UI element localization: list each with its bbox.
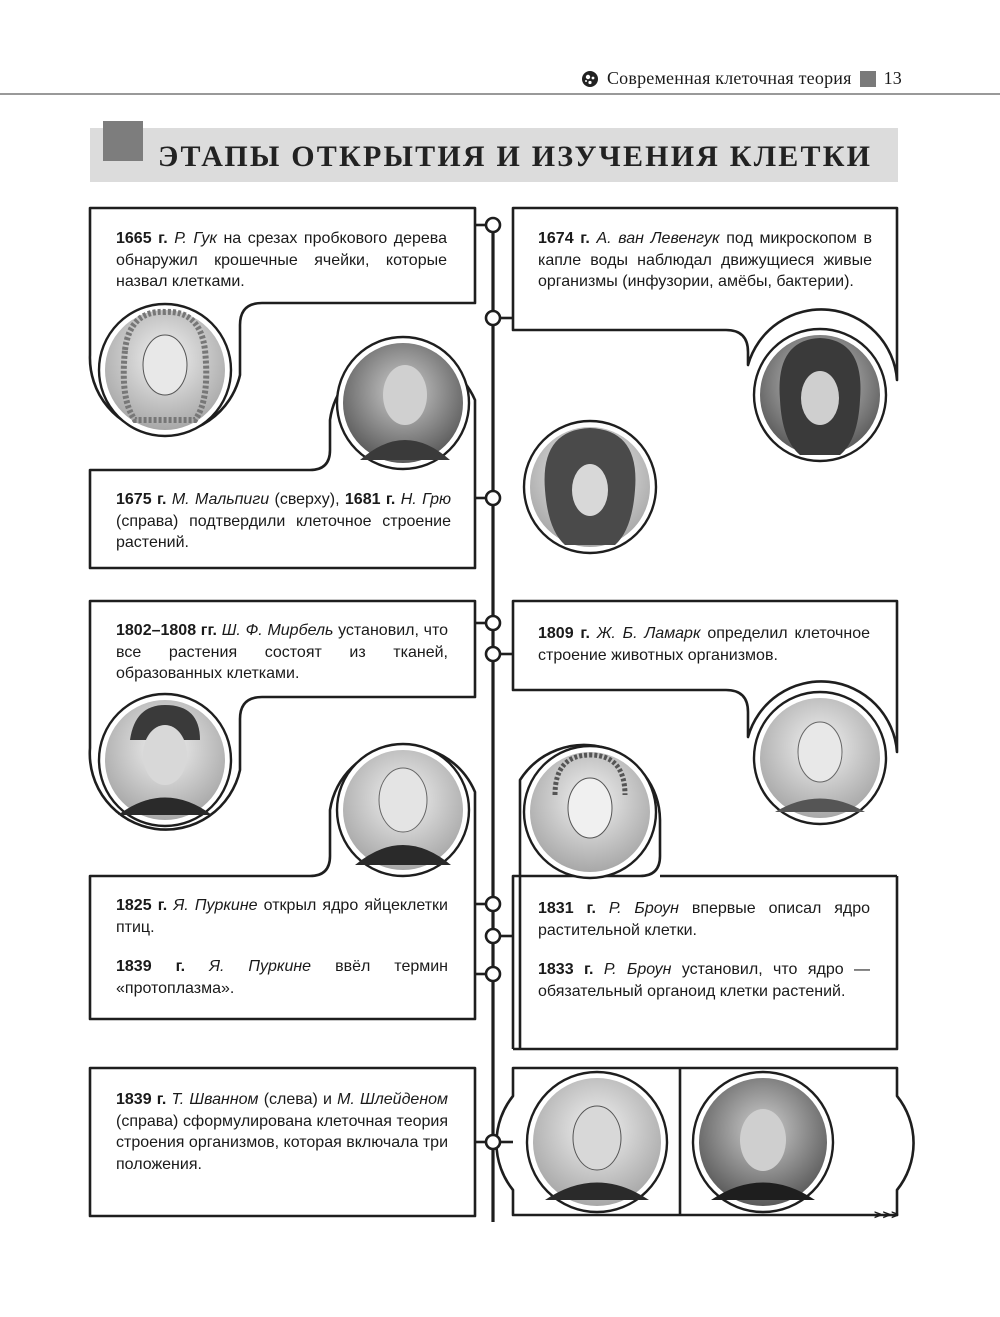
portrait-mirbel <box>99 694 231 826</box>
page-title: ЭТАПЫ ОТКРЫТИЯ И ИЗУЧЕНИЯ КЛЕТКИ <box>158 140 873 173</box>
fact-leeuwenhoek: 1674 г. А. ван Левенгук под микроскопом в капле воды наблюдал движущиеся живые организмы (инфузории, амёбы, бактерии). <box>538 230 872 290</box>
fact-malpighi: 1675 г. М. Мальпиги (сверху), 1681 г. Н. Грю (справа) подтвердили клеточное строение растений. <box>116 491 452 551</box>
continuation-marker: >>> <box>874 1207 900 1222</box>
fact-schwann: 1839 г. Т. Шванном (слева) и М. Шлейденом (справа) сформулирована клеточная теория строения организмов, которая включала три положения. <box>116 1091 448 1173</box>
portrait-brown <box>524 746 656 878</box>
fact-brown: 1831 г. Р. Броун впервые описал ядро растительной клетки. 1833 г. Р. Броун установил, что ядро — обязательный органоид клетки растений. <box>538 900 871 1000</box>
page-number: 13 <box>883 68 902 88</box>
portrait-schleiden <box>693 1072 833 1212</box>
portrait-grew <box>524 421 656 553</box>
fact-hooke: 1665 г. Р. Гук на срезах пробкового дерева обнаружил крошечные ячейки, которые назвал клетками. <box>116 230 448 290</box>
portrait-lamarck <box>754 692 886 824</box>
portrait-hooke <box>99 304 231 436</box>
section-title: Современная клеточная теория <box>606 68 852 88</box>
fact-mirbel: 1802–1808 гг. Ш. Ф. Мирбель установил, что все растения состоят из тканей, образованных клетками. <box>116 622 448 682</box>
fact-purkinje: 1825 г. Я. Пуркине открыл ядро яйцеклетки птиц. 1839 г. Я. Пуркине ввёл термин «протоплазма». <box>116 897 449 997</box>
fact-lamarck: 1809 г. Ж. Б. Ламарк определил клеточное строение животных организмов. <box>538 625 870 664</box>
portrait-schwann <box>527 1072 667 1212</box>
portrait-purkinje <box>337 744 469 876</box>
portrait-malpighi <box>337 337 469 469</box>
portrait-leeuwenhoek <box>754 329 886 461</box>
